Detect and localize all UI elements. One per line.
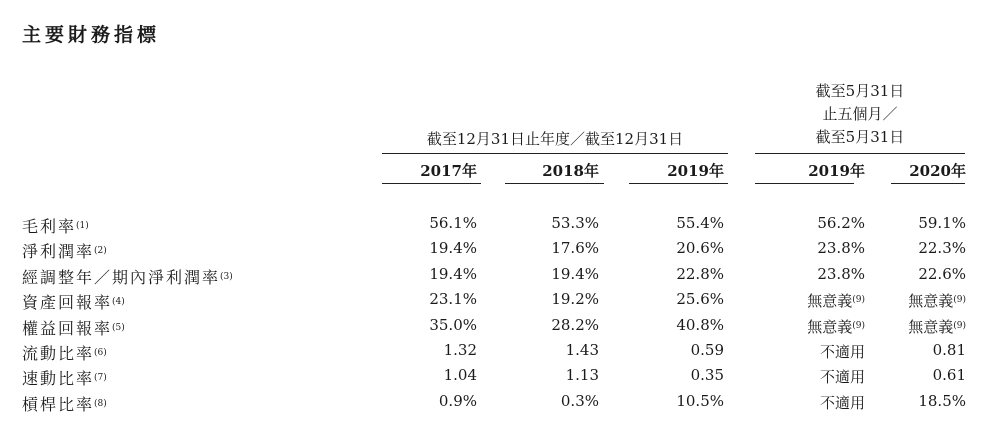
year-header-2019: 2019年 (667, 162, 724, 180)
cell-value: 23.1% (429, 290, 477, 309)
cell-value: 0.81 (932, 341, 966, 359)
table-cell (918, 214, 966, 232)
year-header-2017: 2017年 (420, 162, 477, 180)
cell-value: 不適用 (819, 393, 865, 412)
table-cell (807, 290, 865, 311)
header-five-months-line-1: 截至5月31日 (815, 82, 905, 100)
table-cell (676, 316, 724, 334)
table-row (0, 392, 1008, 417)
table-cell (429, 239, 477, 257)
table-cell (551, 239, 599, 257)
cell-value: 19.4% (429, 264, 477, 283)
cell-note: (9) (852, 320, 865, 331)
cell-value: 不適用 (819, 343, 865, 361)
header-five-months-line-3: 截至5月31日 (815, 128, 905, 146)
cell-value: 無意義 (908, 292, 954, 311)
table-cell (429, 214, 477, 232)
cell-value: 22.6% (918, 264, 966, 283)
table-cell (933, 366, 966, 384)
year-rule-2018 (505, 183, 604, 184)
year-header-2020-five-months: 2020年 (909, 162, 966, 180)
row-label-text: 速動比率 (22, 369, 95, 389)
table-row (0, 341, 1008, 366)
table-cell (807, 316, 865, 337)
row-label (22, 316, 125, 339)
table-row (0, 316, 1008, 341)
table-cell (676, 392, 724, 410)
table-cell (817, 239, 865, 257)
cell-value: 20.6% (676, 239, 724, 258)
cell-value: 1.13 (565, 366, 599, 385)
table-cell (820, 366, 865, 387)
cell-value: 18.5% (918, 391, 966, 410)
table-cell (551, 214, 599, 232)
row-label-note: (1) (76, 221, 89, 231)
cell-value: 59.1% (918, 214, 966, 232)
year-rule-2019-five-months (755, 183, 854, 184)
year-header-2018: 2018年 (542, 162, 599, 180)
cell-value: 0.61 (932, 366, 966, 385)
cell-value: 0.35 (690, 366, 724, 385)
table-cell (429, 316, 477, 334)
year-rule-2017 (382, 183, 481, 184)
table-cell (676, 239, 724, 257)
cell-value: 19.2% (551, 290, 599, 309)
cell-value: 53.3% (551, 214, 599, 232)
table-cell (933, 341, 966, 359)
table-cell (918, 265, 966, 283)
cell-value: 35.0% (429, 315, 477, 334)
cell-value: 不適用 (819, 368, 865, 387)
table-cell (676, 265, 724, 283)
header-five-months (755, 80, 965, 149)
row-label (22, 290, 125, 313)
row-label-text: 毛利率 (22, 217, 77, 236)
table-cell (429, 265, 477, 283)
table-row (0, 366, 1008, 391)
table-cell (908, 290, 966, 311)
year-rule-2019 (629, 183, 728, 184)
table-row (0, 265, 1008, 290)
cell-note: (9) (953, 320, 966, 331)
cell-value: 56.2% (817, 214, 865, 232)
header-rule-five-months (755, 153, 965, 154)
row-label-text: 權益回報率 (22, 318, 113, 338)
cell-value: 55.4% (676, 214, 724, 232)
table-cell (561, 392, 599, 410)
table-cell (566, 366, 599, 384)
cell-value: 0.59 (690, 341, 724, 359)
table-row (0, 290, 1008, 315)
cell-note: (9) (852, 295, 865, 306)
row-label-text: 流動比率 (22, 344, 95, 363)
table-cell (908, 316, 966, 337)
cell-value: 無意義 (908, 317, 954, 336)
row-label-note: (6) (94, 348, 107, 358)
cell-value: 1.04 (443, 366, 477, 385)
cell-value: 19.4% (551, 264, 599, 283)
row-label-text: 經調整年／期內淨利潤率 (22, 267, 221, 287)
row-label (22, 341, 107, 364)
table-cell (566, 341, 599, 359)
table-cell (820, 341, 865, 362)
table-row (0, 239, 1008, 264)
cell-value: 25.6% (676, 290, 724, 309)
cell-note: (9) (953, 295, 966, 306)
year-rule-2020-five-months (891, 183, 965, 184)
cell-value: 1.43 (565, 341, 599, 359)
cell-value: 56.1% (429, 214, 477, 232)
table-cell (551, 265, 599, 283)
cell-value: 無意義 (807, 292, 853, 311)
year-header-2019-five-months: 2019年 (808, 162, 865, 180)
row-label-note: (2) (94, 246, 107, 257)
row-label-note: (5) (112, 322, 125, 333)
cell-value: 22.8% (676, 264, 724, 283)
row-label-text: 槓桿比率 (22, 394, 95, 414)
table-cell (444, 366, 477, 384)
cell-value: 19.4% (429, 239, 477, 258)
cell-value: 10.5% (676, 391, 724, 410)
row-label (22, 366, 107, 389)
table-cell (429, 290, 477, 308)
table-cell (918, 392, 966, 410)
header-fiscal-years: 截至12月31日止年度／截至12月31日 (426, 130, 684, 148)
table-cell (691, 341, 724, 359)
cell-value: 28.2% (551, 315, 599, 334)
header-rule-fiscal (382, 153, 728, 154)
section-title: 主要財務指標 (22, 24, 161, 46)
cell-value: 1.32 (443, 341, 477, 359)
table-cell (817, 214, 865, 232)
table-cell (439, 392, 477, 410)
row-label-note: (7) (94, 373, 107, 384)
row-label (22, 214, 89, 237)
row-label-text: 淨利潤率 (22, 242, 95, 262)
table-cell (918, 239, 966, 257)
table-cell (551, 290, 599, 308)
row-label (22, 392, 107, 415)
row-label-text: 資產回報率 (22, 293, 113, 313)
row-label (22, 239, 107, 262)
row-label (22, 265, 233, 288)
table-cell (444, 341, 477, 359)
cell-value: 23.8% (817, 264, 865, 283)
cell-value: 0.9% (438, 391, 477, 410)
table-row (0, 214, 1008, 239)
cell-value: 17.6% (551, 239, 599, 258)
table-cell (676, 214, 724, 232)
row-label-note: (3) (220, 271, 233, 282)
cell-value: 23.8% (817, 239, 865, 258)
table-cell (691, 366, 724, 384)
table-cell (551, 316, 599, 334)
cell-value: 0.3% (560, 391, 599, 410)
row-label-note: (8) (94, 398, 107, 409)
cell-value: 無意義 (807, 317, 853, 336)
table-cell (820, 392, 865, 413)
cell-value: 22.3% (918, 239, 966, 258)
row-label-note: (4) (112, 297, 125, 308)
cell-value: 40.8% (676, 315, 724, 334)
header-five-months-line-2: 止五個月／ (822, 105, 898, 123)
table-cell (817, 265, 865, 283)
table-cell (676, 290, 724, 308)
